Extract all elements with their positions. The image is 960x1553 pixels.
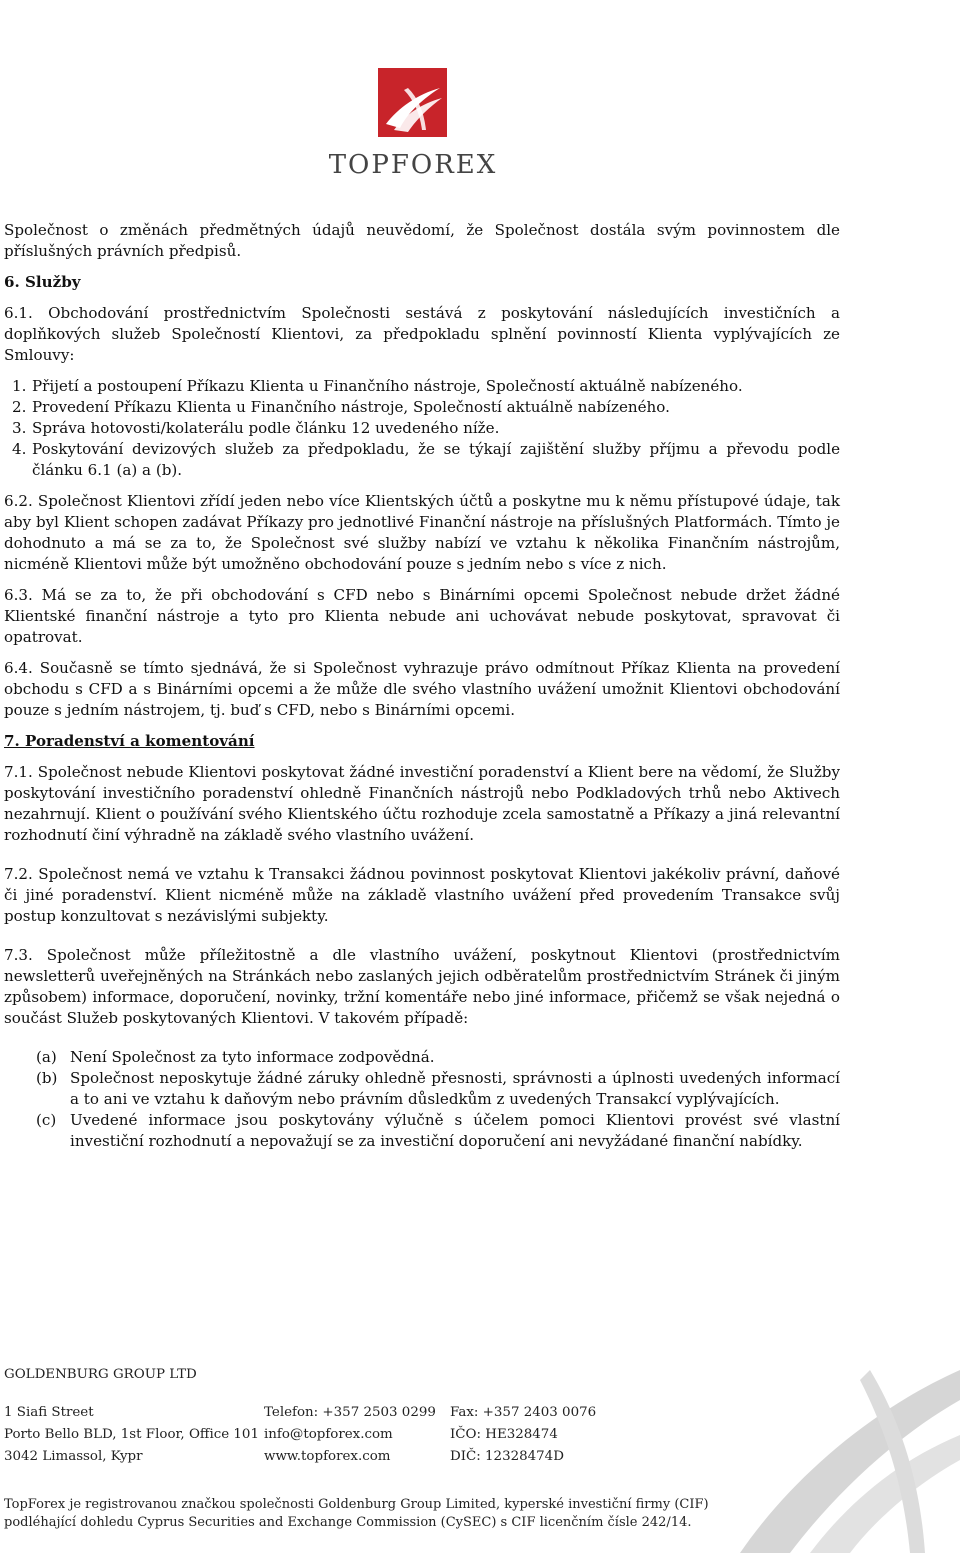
list-item: (b) Společnost neposkytuje žádné záruky ohledně přesnosti, správnosti a úplnosti uvedených informací a to ani ve vztahu k daňovým nebo právním důsledkům z uvedených Transakcí vyplývajících. <box>36 1069 840 1108</box>
list-item: (a) Není Společnost za tyto informace zodpovědná. <box>36 1048 435 1066</box>
footer-company: GOLDENBURG GROUP LTD <box>4 1367 197 1382</box>
topforex-logo <box>318 66 508 181</box>
footer-email[interactable]: info@topforex.com <box>264 1427 393 1442</box>
list-item: 4. Poskytování devizových služeb za předpokladu, že se týkají zajištění služby příjmu a převodu podle článku 6.1 (a) a (b). <box>12 440 840 479</box>
footer-fax: Fax: +357 2403 0076 <box>450 1405 597 1420</box>
paragraph-7-1: 7.1. Společnost nebude Klientovi poskytovat žádné investiční poradenství a Klient bere na vědomí, že Služby poskytování investičního poradenství ohledně Finančních nástrojů nebo Podkladových trhů nebo Aktivech nezahrnují. Klient o používání svého Klientského účtu rozhoduje zcela samostatně a Příkazy a jiná relevantní rozhodnutí činí výhradně na základě svého vlastního uvážení. <box>4 763 840 844</box>
info-list <box>4 1047 840 1152</box>
footer-row <box>4 1402 904 1424</box>
footer-address-1: 1 Siafi Street <box>4 1405 94 1420</box>
list-item: 3. Správa hotovosti/kolaterálu podle článku 12 uvedeného níže. <box>12 419 500 437</box>
document-body <box>4 220 840 1152</box>
logo-wordmark: TOPFOREX <box>328 150 498 180</box>
list-item: 1. Přijetí a postoupení Příkazu Klienta u Finančního nástroje, Společností aktuálně nabízeného. <box>12 377 743 395</box>
footer-address-2: Porto Bello BLD, 1st Floor, Office 101 <box>4 1427 259 1442</box>
services-list <box>4 376 840 481</box>
footer-web[interactable]: www.topforex.com <box>264 1449 391 1464</box>
footer-dic: DIČ: 12328474D <box>450 1449 564 1464</box>
footer <box>4 1364 904 1468</box>
logo-swoosh-icon <box>378 68 447 137</box>
paragraph-6-3: 6.3. Má se za to, že při obchodování s CFD nebo s Binárními opcemi Společnost nebude držet žádné Klientské finanční nástroje a tyto pro Klienta nebude ani uchovávat nebude poskytovat, spravovat či opatrovat. <box>4 586 840 646</box>
paragraph-7-2: 7.2. Společnost nemá ve vztahu k Transakci žádnou povinnost poskytovat Klientovi jakékoliv právní, daňové či jiné poradenství. Klient nicméně může na základě vlastního uvážení před provedením Transakce svůj postup konzultovat s nezávislými subjekty. <box>4 865 840 925</box>
footer-note: TopForex je registrovanou značkou společnosti Goldenburg Group Limited, kyperské investiční firmy (CIF) podléhající dohledu Cyprus Securities and Exchange Commission (CySEC) s CIF licenčním čísle 242/14. <box>4 1497 709 1530</box>
footer-row <box>4 1424 904 1446</box>
section-6-heading: 6. Služby <box>4 273 81 291</box>
list-item: 2. Provedení Příkazu Klienta u Finančního nástroje, Společností aktuálně nabízeného. <box>12 398 670 416</box>
paragraph-6-4: 6.4. Současně se tímto sjednává, že si Společnost vyhrazuje právo odmítnout Příkaz Klienta na provedení obchodu s CFD a s Binárními opcemi a že může dle svého vlastního uvážení umožnit Klientovi obchodování pouze s jedním nástrojem, tj. buď s CFD, nebo s Binárními opcemi. <box>4 659 840 719</box>
paragraph-7-3: 7.3. Společnost může příležitostně a dle vlastního uvážení, poskytnout Klientovi (prostřednictvím newsletterů uveřejněných na Stránkách nebo zaslaných jejich odběratelům prostřednictvím Stránek či jiným způsobem) informace, doporučení, novinky, tržní komentáře nebo jiné informace, přičemž se však nejedná o součást Služeb poskytovaných Klientovi. V takovém případě: <box>4 946 840 1027</box>
footer-address-3: 3042 Limassol, Kypr <box>4 1449 143 1464</box>
footer-phone: Telefon: +357 2503 0299 <box>264 1405 436 1420</box>
footer-row <box>4 1446 904 1468</box>
list-item: (c) Uvedené informace jsou poskytovány výlučně s účelem pomoci Klientovi provést své vlastní investiční rozhodnutí a nepovažují se za investiční doporučení ani nevyžádané finanční nabídky. <box>36 1111 840 1150</box>
footer-ico: IČO: HE328474 <box>450 1427 558 1442</box>
intro-paragraph: Společnost o změnách předmětných údajů neuvědomí, že Společnost dostála svým povinnostem dle příslušných právních předpisů. <box>4 221 840 260</box>
paragraph-6-1: 6.1. Obchodování prostřednictvím Společnosti sestává z poskytování následujících investičních a doplňkových služeb Společností Klientovi, za předpokladu splnění povinností Klienta vyplývajících ze Smlouvy: <box>4 304 840 364</box>
section-7-heading: 7. Poradenství a komentování <box>4 732 255 750</box>
paragraph-6-2: 6.2. Společnost Klientovi zřídí jeden nebo více Klientských účtů a poskytne mu k němu přístupové údaje, tak aby byl Klient schopen zadávat Příkazy pro jednotlivé Finanční nástroje na příslušných Platformách. Tímto je dohodnuto a má se za to, že Společnost své služby nabízí ve vztahu k několika Finančním nástrojům, nicméně Klientovi může být umožněno obchodování pouze s jedním nebo s více z nich. <box>4 492 840 573</box>
